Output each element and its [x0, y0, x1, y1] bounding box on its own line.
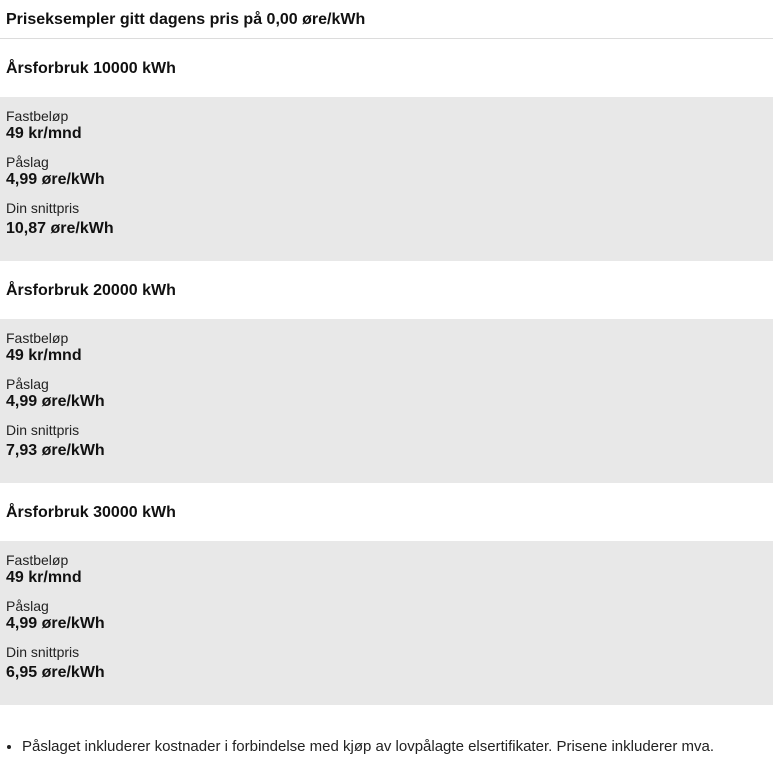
- section-title: Årsforbruk 20000 kWh: [6, 282, 176, 299]
- markup-label: Påslag: [6, 598, 49, 614]
- average-price-label: Din snittpris: [6, 422, 80, 438]
- markup-value: 4,99 øre/kWh: [6, 615, 105, 632]
- fixed-fee-label: Fastbeløp: [6, 108, 69, 124]
- price-card: [0, 97, 773, 261]
- section-title: Årsforbruk 30000 kWh: [6, 504, 176, 521]
- price-card: [0, 541, 773, 705]
- average-price-value: 7,93 øre/kWh: [6, 442, 105, 459]
- fixed-fee-value: 49 kr/mnd: [6, 347, 82, 364]
- average-price-label: Din snittpris: [6, 644, 80, 660]
- fixed-fee-value: 49 kr/mnd: [6, 569, 82, 586]
- average-price-value: 6,95 øre/kWh: [6, 664, 105, 681]
- price-example-section-10000: [0, 39, 773, 261]
- average-price-label: Din snittpris: [6, 200, 80, 216]
- page-title: Priseksempler gitt dagens pris på 0,00 øre/kWh: [0, 0, 773, 39]
- markup-label: Påslag: [6, 376, 49, 392]
- fixed-fee-label: Fastbeløp: [6, 330, 69, 346]
- price-example-section-30000: [0, 483, 773, 705]
- price-example-section-20000: [0, 261, 773, 483]
- markup-value: 4,99 øre/kWh: [6, 393, 105, 410]
- markup-value: 4,99 øre/kWh: [6, 171, 105, 188]
- fixed-fee-value: 49 kr/mnd: [6, 125, 82, 142]
- price-card: [0, 319, 773, 483]
- markup-label: Påslag: [6, 154, 49, 170]
- average-price-value: 10,87 øre/kWh: [6, 220, 114, 237]
- fixed-fee-label: Fastbeløp: [6, 552, 69, 568]
- section-title: Årsforbruk 10000 kWh: [6, 60, 176, 77]
- note-item: • Påslaget inkluderer kostnader i forbindelse med kjøp av lovpålagte elsertifikater. Prisene inkluderer mva.: [22, 737, 773, 757]
- notes-list: [0, 705, 773, 757]
